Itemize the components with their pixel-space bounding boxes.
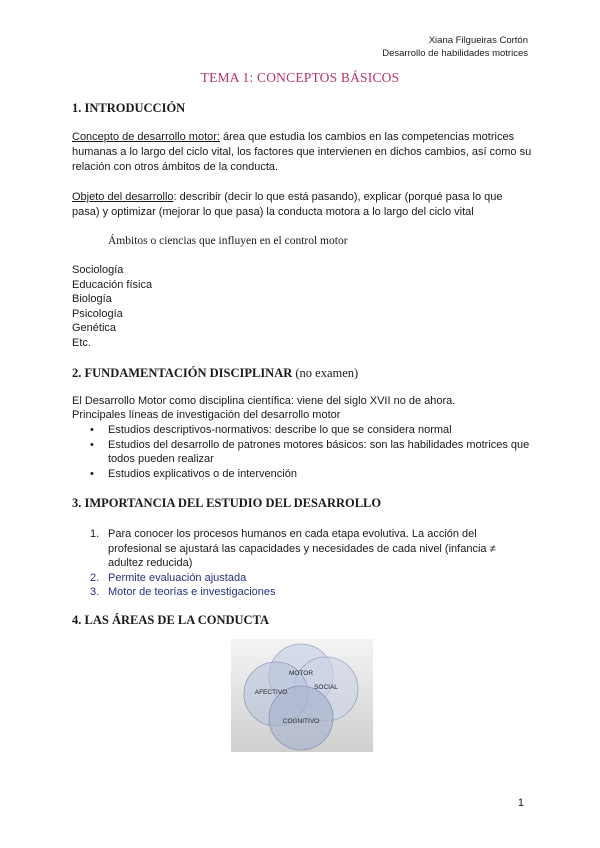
page-header <box>382 34 528 60</box>
concept-text: área que estudia los cambios en las competencias motrices humanas a lo largo del ciclo vital, los factores que intervienen en dichos cambios, así como su relación con otros ámbitos de la conducta. <box>72 131 532 173</box>
list-item: • Estudios explicativos o de intervención <box>90 467 530 482</box>
motor-label: MOTOR <box>288 670 314 677</box>
list-item: Psicología <box>72 307 123 320</box>
concept-paragraph <box>72 130 532 175</box>
list-text: Permite evaluación ajustada <box>108 571 247 584</box>
list-number: 1. <box>90 528 100 540</box>
list-item <box>90 585 530 600</box>
research-lines-list <box>90 423 530 481</box>
list-number: 2. <box>90 571 100 584</box>
section-2-line2: Principales líneas de investigación del desarrollo motor <box>72 409 341 421</box>
ambitos-list <box>72 263 152 351</box>
section-2-heading-note: (no examen) <box>292 366 359 380</box>
section-3-heading: 3. IMPORTANCIA DEL ESTUDIO DEL DESARROLLO <box>72 496 382 510</box>
page-number: 1 <box>517 797 524 809</box>
ambitos-heading: Ámbitos o ciencias que influyen en el control motor <box>108 235 348 247</box>
list-number: 3. <box>90 586 100 598</box>
importance-list <box>90 527 530 600</box>
list-text: Para conocer los procesos humanos en cada etapa evolutiva. La acción del profesional se ajustará las capacidades y necesidades de cada nivel (infancia ≠ adultez reducida) <box>108 528 496 569</box>
object-label: Objeto del desarrollo <box>72 191 174 203</box>
list-item: Etc. <box>72 336 91 349</box>
list-item: Educación física <box>72 278 153 291</box>
document-title: TEMA 1: CONCEPTOS BÁSICOS <box>200 70 400 85</box>
header-course: Desarrollo de habilidades motrices <box>382 48 528 59</box>
object-paragraph <box>72 190 532 220</box>
afectivo-label: AFECTIVO <box>254 689 288 696</box>
header-author: Xiana Filgueiras Cortón <box>428 35 528 46</box>
list-item <box>90 527 530 571</box>
behavior-areas-venn-diagram <box>231 639 373 752</box>
social-label: SOCIAL <box>314 684 338 691</box>
section-2-line1: El Desarrollo Motor como disciplina científica: viene del siglo XVII no de ahora. <box>72 395 456 407</box>
section-2-heading <box>72 366 358 381</box>
object-text: : describir (decir lo que está pasando), explicar (porqué pasa lo que pasa) y optimizar (mejorar lo que pasa) la conducta motora a lo largo del ciclo vital <box>72 191 503 218</box>
section-1-heading: 1. INTRODUCCIÓN <box>72 101 186 115</box>
section-4-heading: 4. LAS ÁREAS DE LA CONDUCTA <box>72 613 270 627</box>
list-item: • Estudios del desarrollo de patrones motores básicos: son las habilidades motrices que todos pueden realizar <box>90 438 530 467</box>
list-text: Motor de teorías e investigaciones <box>108 586 276 598</box>
list-item: • Estudios descriptivos-normativos: describe lo que se considera normal <box>90 423 530 438</box>
cognitivo-label: COGNITIVO <box>282 718 320 725</box>
section-2-heading-text: 2. FUNDAMENTACIÓN DISCIPLINAR <box>72 366 293 380</box>
list-item: Genética <box>72 322 117 335</box>
list-item <box>90 571 530 586</box>
list-item: Sociología <box>72 264 124 276</box>
list-item: Biología <box>72 293 112 306</box>
concept-label: Concepto de desarrollo motor: <box>72 131 220 143</box>
